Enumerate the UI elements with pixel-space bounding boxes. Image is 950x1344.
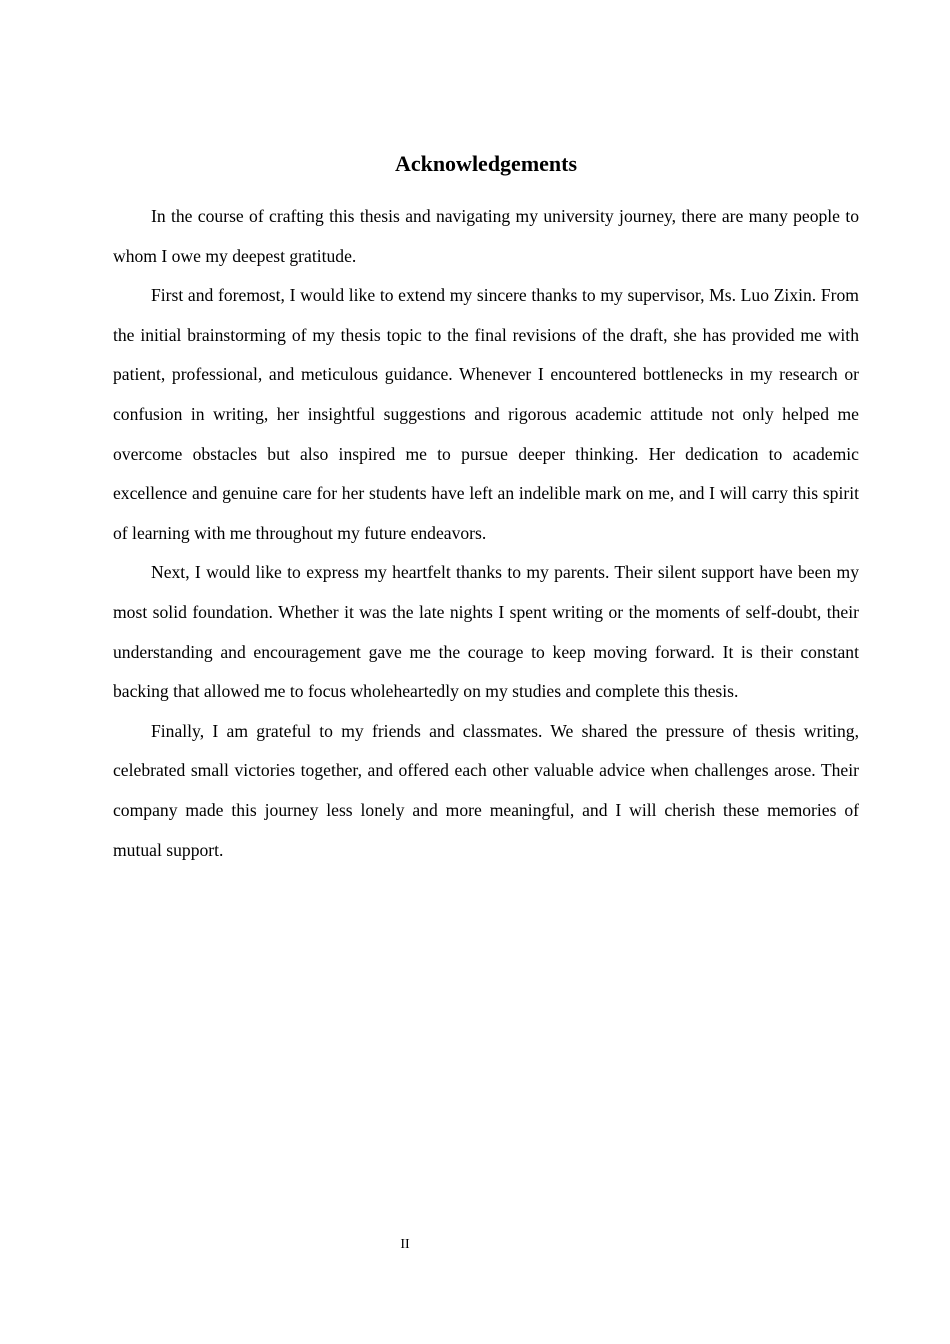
paragraph-supervisor: First and foremost, I would like to extend my sincere thanks to my supervisor, Ms. Luo Zixin. From the initial brainstorming of my thesis topic to the final revisions of the draft, she has provided me with patient, professional, and meticulous guidance. Whenever I encountered bottlenecks in my research or confusion in writing, her insightful suggestions and rigorous academic attitude not only helped me overcome obstacles but also inspired me to pursue deeper thinking. Her dedication to academic excellence and genuine care for her students have left an indelible mark on me, and I will carry this spirit of learning with me throughout my future endeavors. bbox=[113, 285, 859, 543]
acknowledgements-body bbox=[113, 197, 859, 870]
paragraph-intro: In the course of crafting this thesis and navigating my university journey, there are many people to whom I owe my deepest gratitude. bbox=[113, 206, 859, 266]
paragraph-parents: Next, I would like to express my heartfelt thanks to my parents. Their silent support have been my most solid foundation. Whether it was the late nights I spent writing or the moments of self-doubt, their understanding and encouragement gave me the courage to keep moving forward. It is their constant backing that allowed me to focus wholeheartedly on my studies and complete this thesis. bbox=[113, 562, 859, 702]
page-number: II bbox=[400, 1237, 410, 1252]
paragraph-friends: Finally, I am grateful to my friends and classmates. We shared the pressure of thesis writing, celebrated small victories together, and offered each other valuable advice when challenges arose. Their company made this journey less lonely and more meaningful, and I will cherish these memories of mutual support. bbox=[113, 720, 859, 860]
page-title: Acknowledgements bbox=[394, 151, 578, 176]
